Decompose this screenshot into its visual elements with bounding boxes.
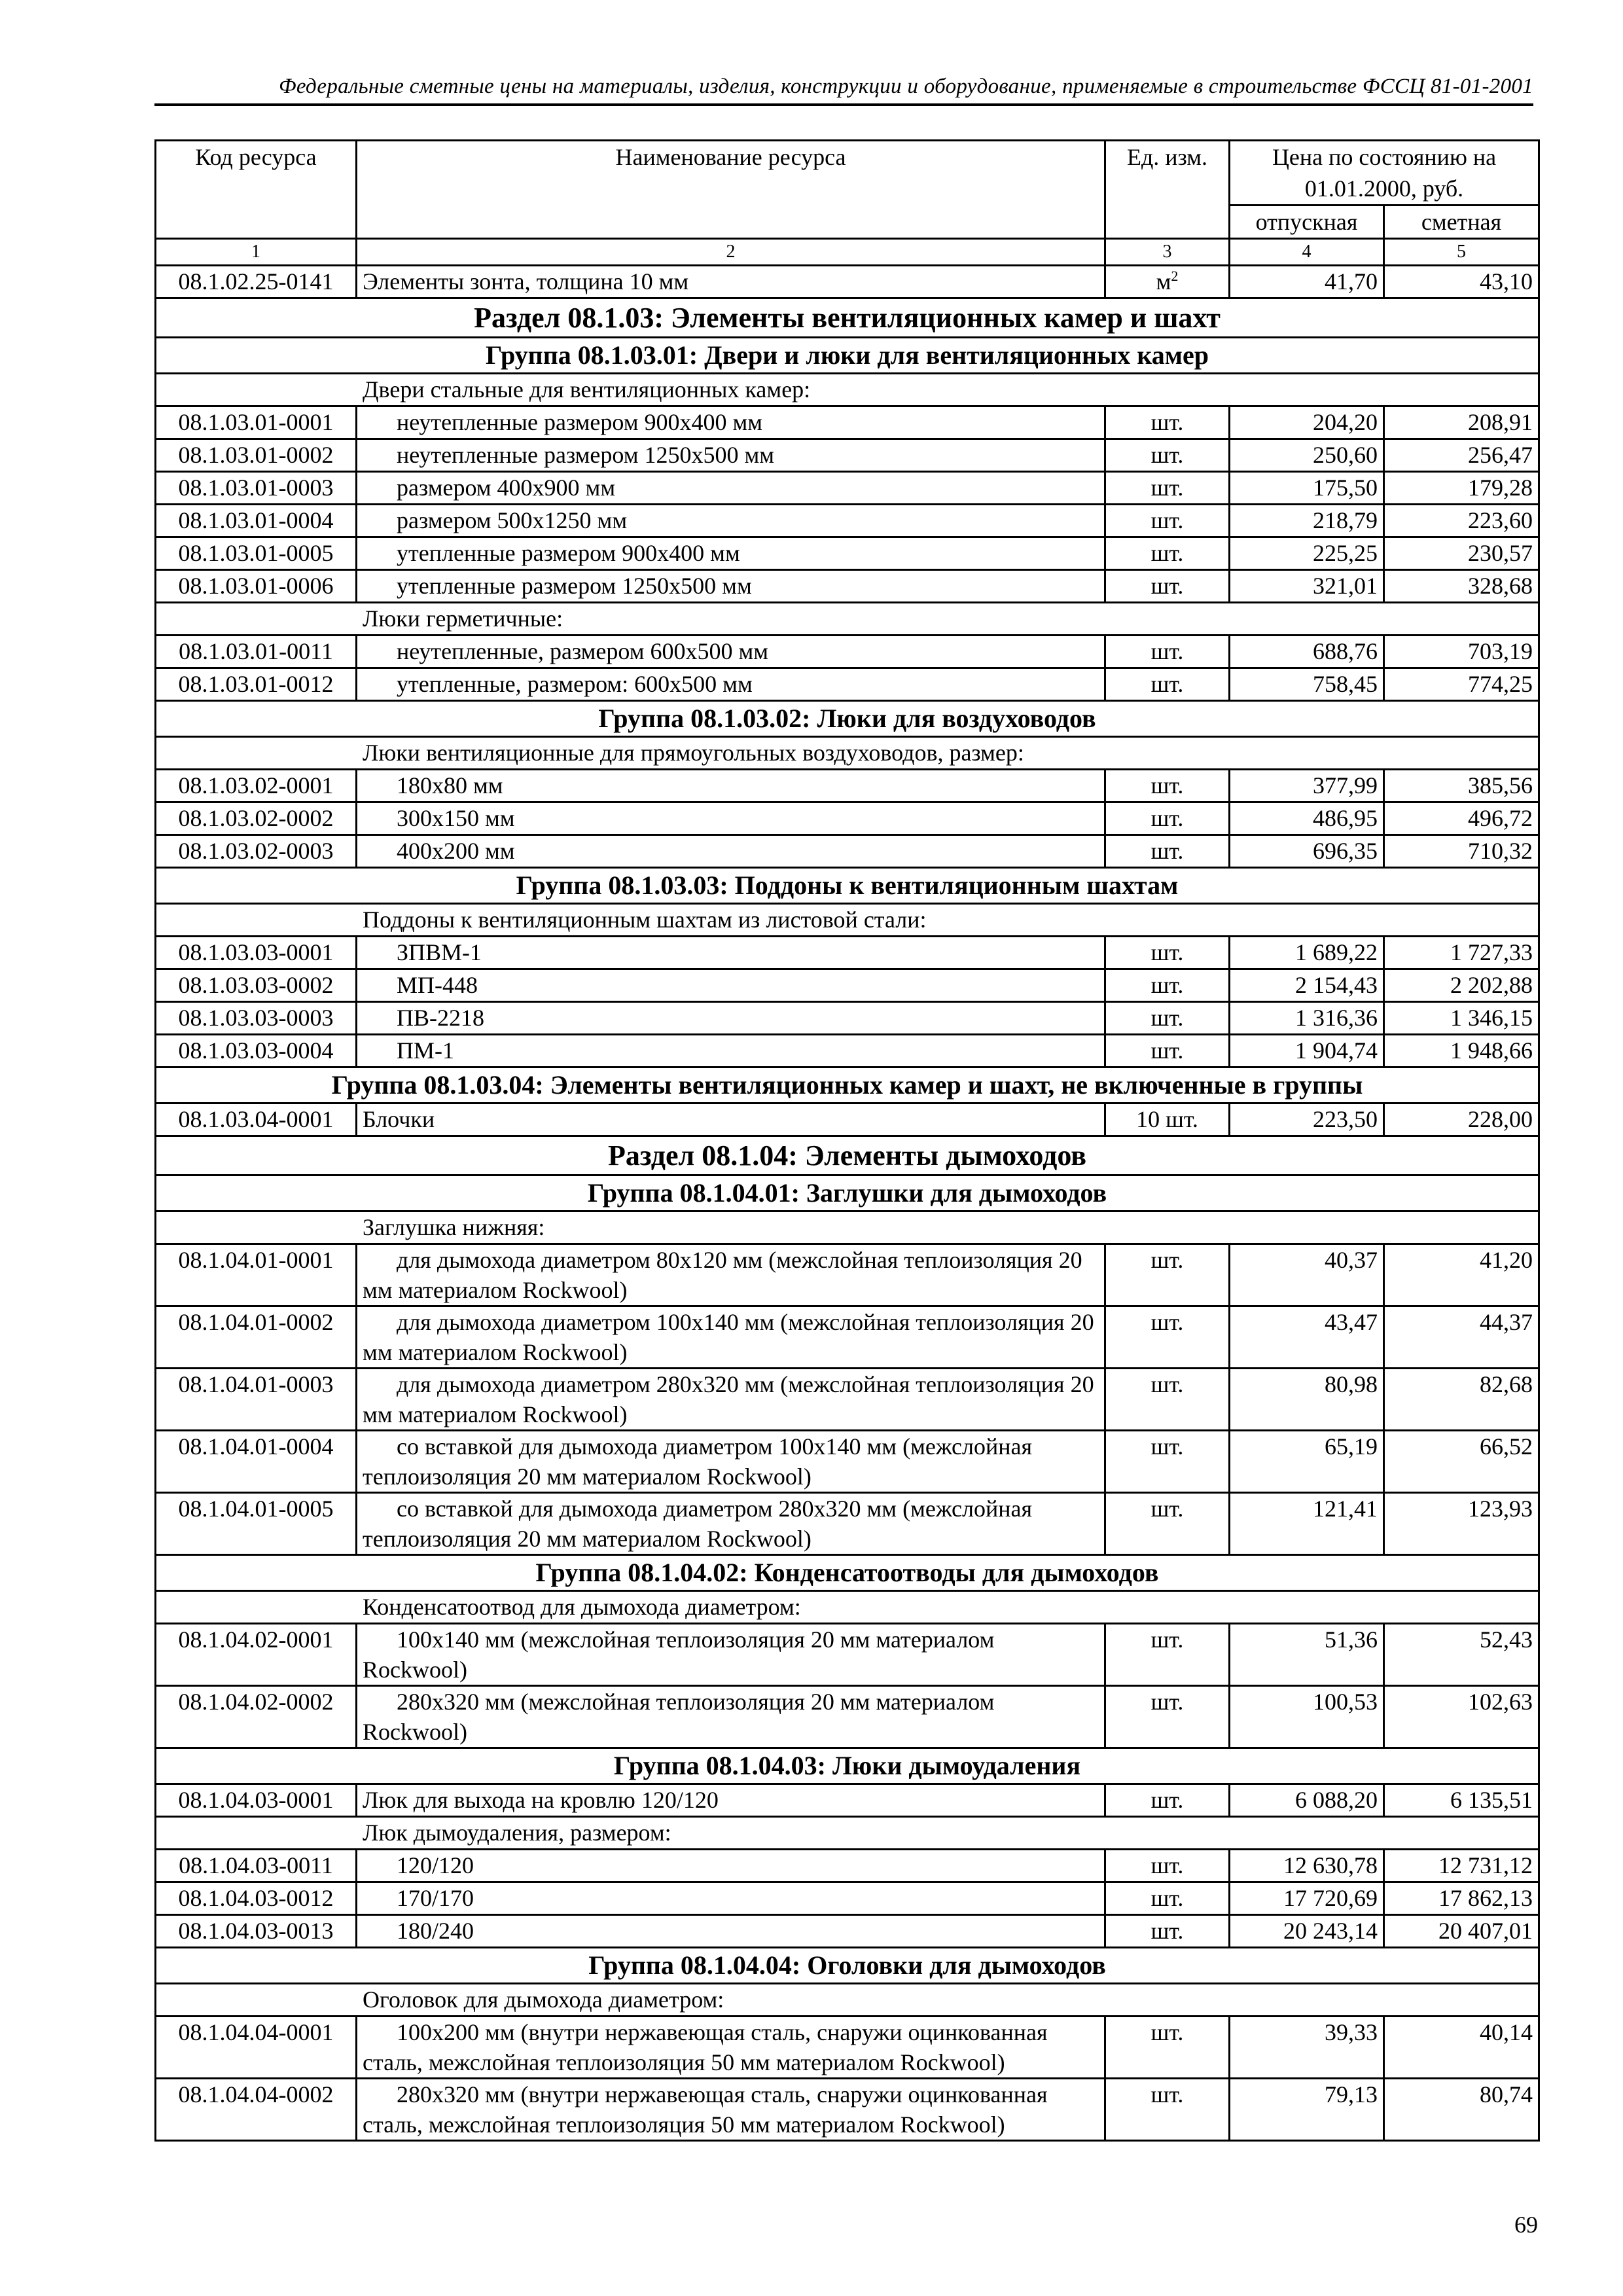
price-estimate: 1 948,66 [1384,1035,1539,1067]
price-estimate: 41,20 [1384,1244,1539,1306]
resource-code: 08.1.03.01-0005 [156,537,357,570]
unit-text: шт. [1150,2081,1184,2108]
resource-name-text: утепленные размером 1250x500 мм [397,573,752,599]
unit-text: шт. [1150,1852,1184,1878]
unit-of-measure [1105,2079,1230,2141]
group-title: Группа 08.1.03.01: Двери и люки для вентиляционных камер [156,338,1539,374]
price-estimate: 80,74 [1384,2079,1539,2141]
unit-of-measure [1105,439,1230,472]
header-price-group: Цена по состоянию на 01.01.2000, руб. [1230,141,1539,206]
resource-name [357,636,1105,668]
price-release: 377,99 [1230,770,1384,802]
unit-of-measure [1105,1915,1230,1948]
group-title: Группа 08.1.04.03: Люки дымоудаления [156,1748,1539,1784]
resource-code: 08.1.03.01-0006 [156,570,357,603]
table-row [156,472,1539,505]
unit-text: шт. [1150,573,1184,599]
resource-name [357,770,1105,802]
group-title: Группа 08.1.03.04: Элементы вентиляционных камер и шахт, не включенные в группы [156,1067,1539,1103]
resource-code: 08.1.04.04-0001 [156,2017,357,2079]
unit-of-measure [1105,406,1230,439]
unit-of-measure [1105,1369,1230,1431]
price-estimate: 82,68 [1384,1369,1539,1431]
price-estimate: 20 407,01 [1384,1915,1539,1948]
resource-name [357,1624,1105,1686]
resource-name-text: 100x200 мм (внутри нержавеющая сталь, снаружи оцинкованная сталь, межслойная теплоизоляция 50 мм материалом Rockwool) [363,2019,1048,2075]
resource-code: 08.1.04.03-0013 [156,1915,357,1948]
unit-text: шт. [1150,1689,1184,1715]
resource-name-text: 180x80 мм [397,772,503,798]
unit-text: шт. [1150,1787,1184,1813]
resource-code: 08.1.03.01-0003 [156,472,357,505]
unit-of-measure [1105,1493,1230,1555]
group-title: Группа 08.1.03.02: Люки для воздуховодов [156,701,1539,737]
running-header: Федеральные сметные цены на материалы, изделия, конструкции и оборудование, применяемые в строительстве ФССЦ 81-01-2001 [279,75,1533,98]
subheading-row [156,1211,1539,1244]
resource-name [357,1369,1105,1431]
unit-of-measure [1105,2017,1230,2079]
group-heading-row [156,1067,1539,1103]
unit-of-measure [1105,266,1230,298]
price-release: 688,76 [1230,636,1384,668]
price-release: 696,35 [1230,835,1384,868]
resource-name-text: 100x140 мм (межслойная теплоизоляция 20 мм материалом Rockwool) [363,1626,995,1683]
table-row [156,1035,1539,1067]
resource-name-text: неутепленные, размером 600x500 мм [397,638,769,664]
resource-name-text: со вставкой для дымохода диаметром 280x320 мм (межслойная теплоизоляция 20 мм материалом Rockwool) [363,1496,1033,1552]
unit-of-measure [1105,937,1230,969]
table-row [156,1103,1539,1136]
resource-code: 08.1.04.01-0003 [156,1369,357,1431]
column-number: 3 [1105,239,1230,266]
resource-code: 08.1.03.01-0004 [156,505,357,537]
unit-text: шт. [1150,1309,1184,1335]
resource-code: 08.1.03.01-0002 [156,439,357,472]
resource-name-text: для дымохода диаметром 280x320 мм (межслойная теплоизоляция 20 мм материалом Rockwool) [363,1371,1094,1427]
unit-text: шт. [1150,1005,1184,1031]
resource-code: 08.1.03.03-0003 [156,1002,357,1035]
resource-code: 08.1.03.01-0012 [156,668,357,701]
section-title: Раздел 08.1.03: Элементы вентиляционных камер и шахт [156,298,1539,338]
price-release: 1 316,36 [1230,1002,1384,1035]
price-release: 2 154,43 [1230,969,1384,1002]
unit-text: шт. [1150,409,1184,435]
page-number: 69 [1514,2212,1538,2238]
resource-name [357,835,1105,868]
subheading-text: Люки вентиляционные для прямоугольных воздуховодов, размер: [156,737,1539,770]
price-release: 1 904,74 [1230,1035,1384,1067]
subheading-row [156,1984,1539,2017]
resource-name [357,668,1105,701]
column-number: 2 [357,239,1105,266]
resource-code: 08.1.04.04-0002 [156,2079,357,2141]
price-release: 79,13 [1230,2079,1384,2141]
resource-name [357,1431,1105,1493]
resource-code: 08.1.03.03-0004 [156,1035,357,1067]
price-estimate: 256,47 [1384,439,1539,472]
price-release: 80,98 [1230,1369,1384,1431]
price-estimate: 52,43 [1384,1624,1539,1686]
unit-of-measure [1105,1244,1230,1306]
resource-name-text: размером 400x900 мм [397,475,616,501]
price-estimate: 12 731,12 [1384,1850,1539,1882]
price-release: 43,47 [1230,1306,1384,1369]
column-number: 1 [156,239,357,266]
table-row [156,1784,1539,1817]
group-title: Группа 08.1.04.01: Заглушки для дымоходов [156,1175,1539,1211]
table-row [156,1306,1539,1369]
table-row [156,636,1539,668]
resource-name-text: для дымохода диаметром 100x140 мм (межслойная теплоизоляция 20 мм материалом Rockwool) [363,1309,1094,1365]
price-release: 40,37 [1230,1244,1384,1306]
subheading-row [156,1817,1539,1850]
resource-name-text: 300x150 мм [397,805,515,831]
price-release: 12 630,78 [1230,1850,1384,1882]
table-row [156,1624,1539,1686]
price-release: 486,95 [1230,802,1384,835]
unit-of-measure [1105,802,1230,835]
subheading-text: Двери стальные для вентиляционных камер: [156,374,1539,406]
price-release: 758,45 [1230,668,1384,701]
table-row [156,1431,1539,1493]
resource-name [357,1850,1105,1882]
resource-name [357,406,1105,439]
unit-text: шт. [1150,1037,1184,1064]
unit-of-measure [1105,1103,1230,1136]
subheading-text: Поддоны к вентиляционным шахтам из листовой стали: [156,904,1539,937]
section-title: Раздел 08.1.04: Элементы дымоходов [156,1136,1539,1175]
resource-code: 08.1.04.03-0001 [156,1784,357,1817]
resource-name-text: со вставкой для дымохода диаметром 100x140 мм (межслойная теплоизоляция 20 мм материалом Rockwool) [363,1433,1033,1490]
price-release: 223,50 [1230,1103,1384,1136]
resource-name [357,570,1105,603]
header-rule [154,103,1533,106]
subheading-row [156,737,1539,770]
price-estimate: 66,52 [1384,1431,1539,1493]
price-estimate: 6 135,51 [1384,1784,1539,1817]
unit-of-measure [1105,1850,1230,1882]
unit-text: 10 шт. [1136,1106,1198,1132]
unit-text: шт. [1150,638,1184,664]
resource-name-text: 180/240 [397,1918,474,1944]
table-row [156,668,1539,701]
unit-text: шт. [1150,772,1184,798]
table-row [156,1369,1539,1431]
header-price-estimate: сметная [1384,206,1539,239]
subheading-row [156,1591,1539,1624]
price-release: 250,60 [1230,439,1384,472]
price-release: 41,70 [1230,266,1384,298]
price-release: 39,33 [1230,2017,1384,2079]
table-row [156,937,1539,969]
header-price-release: отпускная [1230,206,1384,239]
table-row [156,802,1539,835]
resource-name-text: 400x200 мм [397,838,515,864]
resource-name [357,1002,1105,1035]
price-release: 1 689,22 [1230,937,1384,969]
unit-text: шт. [1150,1496,1184,1522]
unit-of-measure [1105,1624,1230,1686]
resource-name-text: для дымохода диаметром 80x120 мм (межслойная теплоизоляция 20 мм материалом Rockwool) [363,1247,1082,1303]
resource-name [357,1035,1105,1067]
unit-of-measure [1105,1431,1230,1493]
table-row [156,770,1539,802]
group-title: Группа 08.1.04.02: Конденсатоотводы для дымоходов [156,1555,1539,1591]
subheading-row [156,904,1539,937]
resource-name [357,505,1105,537]
resource-name [357,472,1105,505]
resource-code: 08.1.03.03-0001 [156,937,357,969]
price-release: 100,53 [1230,1686,1384,1748]
unit-exponent: 2 [1171,268,1179,284]
resource-name-text: ЗПВМ-1 [397,939,482,965]
resource-name [357,1103,1105,1136]
table-row [156,1915,1539,1948]
resource-name [357,937,1105,969]
price-estimate: 703,19 [1384,636,1539,668]
resource-name [357,439,1105,472]
group-heading-row [156,1948,1539,1984]
resource-code: 08.1.03.01-0011 [156,636,357,668]
unit-of-measure [1105,505,1230,537]
resource-code: 08.1.04.02-0002 [156,1686,357,1748]
unit-of-measure [1105,770,1230,802]
header-code: Код ресурса [156,141,357,239]
price-release: 20 243,14 [1230,1915,1384,1948]
group-heading-row [156,868,1539,904]
price-release: 321,01 [1230,570,1384,603]
table-row [156,1686,1539,1748]
resource-code: 08.1.03.02-0002 [156,802,357,835]
price-estimate: 43,10 [1384,266,1539,298]
unit-of-measure [1105,1306,1230,1369]
unit-of-measure [1105,1002,1230,1035]
resource-name [357,537,1105,570]
group-heading-row [156,1748,1539,1784]
unit-of-measure [1105,537,1230,570]
section-heading-row [156,298,1539,338]
resource-name-text: Люк для выхода на кровлю 120/120 [363,1787,719,1813]
resource-name-text: утепленные, размером: 600x500 мм [397,671,753,697]
resource-code: 08.1.04.03-0012 [156,1882,357,1915]
table-row [156,835,1539,868]
unit-text: шт. [1150,1247,1184,1273]
price-estimate: 1 346,15 [1384,1002,1539,1035]
resource-code: 08.1.04.02-0001 [156,1624,357,1686]
unit-text: шт. [1150,475,1184,501]
table-row [156,1244,1539,1306]
price-estimate: 179,28 [1384,472,1539,505]
unit-text: шт. [1150,671,1184,697]
subheading-text: Люк дымоудаления, размером: [156,1817,1539,1850]
price-estimate: 208,91 [1384,406,1539,439]
subheading-text: Оголовок для дымохода диаметром: [156,1984,1539,2017]
resource-code: 08.1.04.01-0005 [156,1493,357,1555]
subheading-row [156,374,1539,406]
column-number-row [156,239,1539,266]
resource-name [357,1306,1105,1369]
subheading-text: Люки герметичные: [156,603,1539,636]
unit-of-measure [1105,969,1230,1002]
unit-of-measure [1105,1784,1230,1817]
price-estimate: 774,25 [1384,668,1539,701]
table-body [156,266,1539,2141]
unit-text: шт. [1150,1433,1184,1460]
resource-code: 08.1.03.03-0002 [156,969,357,1002]
group-heading-row [156,701,1539,737]
resource-code: 08.1.03.04-0001 [156,1103,357,1136]
unit-of-measure [1105,1686,1230,1748]
resource-name-text: неутепленные размером 900x400 мм [397,409,763,435]
table-row [156,406,1539,439]
unit-text: шт. [1150,805,1184,831]
unit-text: шт. [1150,939,1184,965]
resource-code: 08.1.04.01-0004 [156,1431,357,1493]
price-estimate: 496,72 [1384,802,1539,835]
price-release: 6 088,20 [1230,1784,1384,1817]
unit-of-measure [1105,668,1230,701]
unit-of-measure [1105,835,1230,868]
resource-name [357,2079,1105,2141]
price-table [154,139,1540,2142]
group-heading-row [156,1175,1539,1211]
price-estimate: 230,57 [1384,537,1539,570]
price-estimate: 2 202,88 [1384,969,1539,1002]
price-estimate: 328,68 [1384,570,1539,603]
resource-name-text: МП-448 [397,972,478,998]
table-header-row [156,141,1539,206]
price-release: 175,50 [1230,472,1384,505]
resource-name-text: размером 500x1250 мм [397,507,628,533]
table-row [156,1002,1539,1035]
resource-name-text: 120/120 [397,1852,474,1878]
resource-code: 08.1.02.25-0141 [156,266,357,298]
price-estimate: 710,32 [1384,835,1539,868]
price-estimate: 44,37 [1384,1306,1539,1369]
resource-code: 08.1.04.01-0001 [156,1244,357,1306]
unit-text: шт. [1150,540,1184,566]
group-title: Группа 08.1.03.03: Поддоны к вентиляционным шахтам [156,868,1539,904]
resource-name [357,802,1105,835]
resource-name [357,266,1105,298]
subheading-text: Заглушка нижняя: [156,1211,1539,1244]
unit-of-measure [1105,570,1230,603]
unit-text: шт. [1150,838,1184,864]
group-heading-row [156,338,1539,374]
table-row [156,266,1539,298]
table-row [156,439,1539,472]
unit-text: м [1156,268,1171,295]
resource-name [357,1784,1105,1817]
column-number: 5 [1384,239,1539,266]
resource-name [357,969,1105,1002]
resource-name [357,1882,1105,1915]
unit-of-measure [1105,1035,1230,1067]
unit-text: шт. [1150,1626,1184,1653]
resource-name-text: 280x320 мм (межслойная теплоизоляция 20 мм материалом Rockwool) [363,1689,995,1745]
unit-text: шт. [1150,2019,1184,2045]
resource-name [357,1244,1105,1306]
price-estimate: 102,63 [1384,1686,1539,1748]
unit-text: шт. [1150,1885,1184,1911]
resource-code: 08.1.03.01-0001 [156,406,357,439]
section-heading-row [156,1136,1539,1175]
resource-name-text: Блочки [363,1106,435,1132]
header-name: Наименование ресурса [357,141,1105,239]
resource-name [357,1915,1105,1948]
group-title: Группа 08.1.04.04: Оголовки для дымоходов [156,1948,1539,1984]
resource-code: 08.1.04.01-0002 [156,1306,357,1369]
price-estimate: 228,00 [1384,1103,1539,1136]
group-heading-row [156,1555,1539,1591]
price-release: 51,36 [1230,1624,1384,1686]
resource-name-text: 280x320 мм (внутри нержавеющая сталь, снаружи оцинкованная сталь, межслойная теплоизоляция 50 мм материалом Rockwool) [363,2081,1048,2138]
unit-of-measure [1105,472,1230,505]
price-release: 204,20 [1230,406,1384,439]
price-release: 65,19 [1230,1431,1384,1493]
unit-of-measure [1105,1882,1230,1915]
resource-name [357,1493,1105,1555]
unit-text: шт. [1150,972,1184,998]
price-release: 17 720,69 [1230,1882,1384,1915]
unit-text: шт. [1150,442,1184,468]
price-release: 218,79 [1230,505,1384,537]
resource-name-text: утепленные размером 900x400 мм [397,540,740,566]
table-row [156,570,1539,603]
table-row [156,2017,1539,2079]
resource-name-text: ПВ-2218 [397,1005,484,1031]
table-row [156,1882,1539,1915]
resource-name [357,2017,1105,2079]
table-row [156,1850,1539,1882]
unit-text: шт. [1150,507,1184,533]
subheading-row [156,603,1539,636]
price-estimate: 223,60 [1384,505,1539,537]
price-release: 225,25 [1230,537,1384,570]
table-row [156,2079,1539,2141]
table-row [156,505,1539,537]
unit-text: шт. [1150,1371,1184,1397]
price-estimate: 40,14 [1384,2017,1539,2079]
resource-name-text: 170/170 [397,1885,474,1911]
price-estimate: 385,56 [1384,770,1539,802]
price-estimate: 1 727,33 [1384,937,1539,969]
resource-name [357,1686,1105,1748]
resource-code: 08.1.03.02-0003 [156,835,357,868]
subheading-text: Конденсатоотвод для дымохода диаметром: [156,1591,1539,1624]
unit-of-measure [1105,636,1230,668]
table-row [156,969,1539,1002]
header-unit: Ед. изм. [1105,141,1230,239]
unit-text: шт. [1150,1918,1184,1944]
price-release: 121,41 [1230,1493,1384,1555]
table-row [156,1493,1539,1555]
column-number: 4 [1230,239,1384,266]
resource-code: 08.1.03.02-0001 [156,770,357,802]
resource-name-text: ПМ-1 [397,1037,454,1064]
price-estimate: 123,93 [1384,1493,1539,1555]
resource-name-text: Элементы зонта, толщина 10 мм [363,268,689,295]
price-estimate: 17 862,13 [1384,1882,1539,1915]
table-row [156,537,1539,570]
resource-code: 08.1.04.03-0011 [156,1850,357,1882]
resource-name-text: неутепленные размером 1250x500 мм [397,442,775,468]
